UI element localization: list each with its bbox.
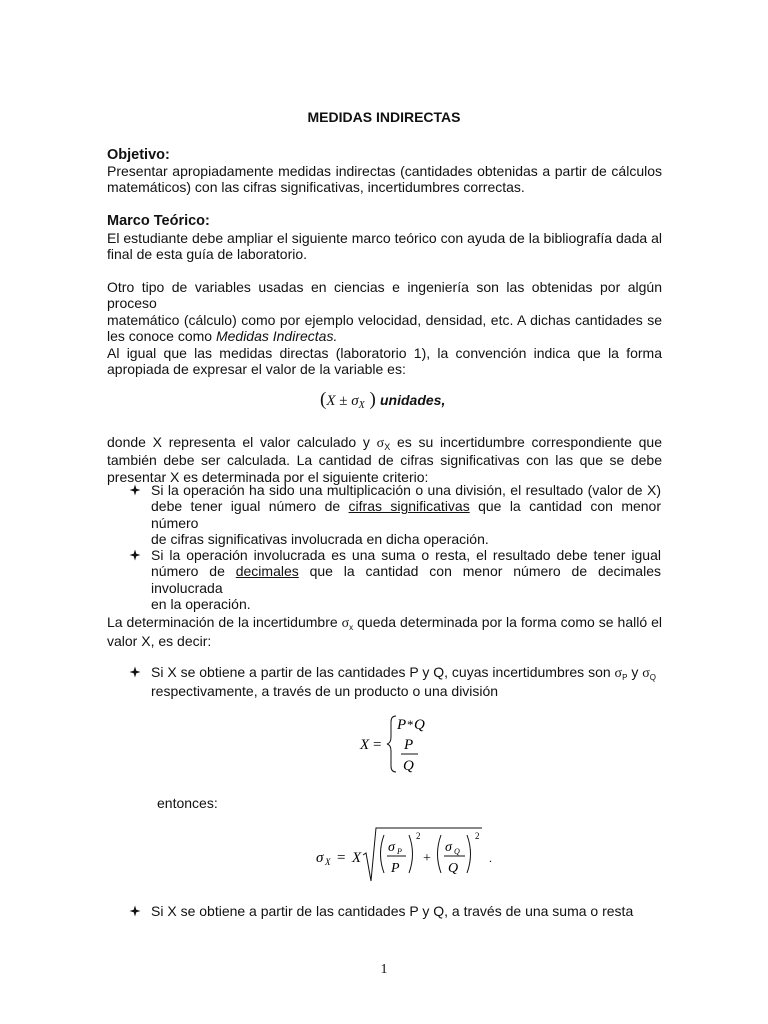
text-fragment: debe tener igual número de [151,498,349,515]
diamond-bullet-icon [129,484,141,496]
uncertainty-product-formula [314,825,498,887]
text-fragment: queda determinada por la forma como se halló el [353,614,662,630]
text-line: Presentar apropiadamente medidas indirectas (cantidades obtenidas a partir de cálculos [107,163,662,179]
svg-text:σ: σ [445,840,452,855]
units-label: unidades, [380,392,446,408]
marco-paragraph-3 [107,345,662,378]
text-line: donde X representa el valor calculado y $\sigma_X$ es su incertidumbre correspondiente que [107,434,662,452]
svg-text:P: P [397,847,402,856]
determination-paragraph [107,614,662,650]
diamond-bullet-icon [129,905,141,917]
text-fragment: que la cantidad con menor número de decimales involucrada [151,563,661,596]
case-product-division [151,664,663,700]
underlined-term: decimales [235,563,299,580]
svg-text:X: X [352,850,362,866]
text-line: final de esta guía de laboratorio. [107,246,308,263]
underlined-term: cifras significativas [348,498,470,515]
svg-text:σ: σ [388,840,395,855]
svg-text:Q: Q [403,758,414,774]
text-fragment: que la cantidad con menor número [151,498,662,531]
document-page [106,0,662,1024]
text-line: de cifras significativas involucrada en dicha operación. [151,531,489,548]
x-definition-formula [356,712,436,776]
text-line [151,498,661,531]
svg-text:σ: σ [316,850,324,866]
text-line: respectivamente, a través de un producto o una división [151,683,499,700]
text-line: matemático (cálculo) como por ejemplo velocidad, densidad, etc. A dichas cantidades se [107,311,662,328]
svg-text:P: P [397,717,407,733]
svg-text:Q: Q [414,717,425,733]
text-line: Otro tipo de variables usadas en ciencias e ingeniería son las obtenidas por algún proceso [107,279,662,312]
svg-text:Q: Q [448,861,459,876]
marco-paragraph-2 [107,279,662,345]
marco-paragraph-4 [107,434,662,485]
svg-text:2: 2 [475,831,480,841]
marco-heading: Marco Teórico: [107,213,210,229]
text-line: valor X, es decir: [107,633,212,650]
text-line: matemáticos) con las cifras significativas, incertidumbres correctas. [107,179,525,196]
marco-paragraph-1 [107,230,662,263]
text-line [107,328,662,344]
diamond-bullet-icon [129,549,141,561]
case-sum-subtraction: Si X se obtiene a partir de las cantidades P y Q, a través de una suma o resta [151,903,634,919]
text-line: en la operación. [151,596,251,613]
svg-text:P: P [391,861,400,876]
entonces-label: entonces: [157,795,218,811]
diamond-bullet-icon [129,666,141,678]
svg-text:=: = [337,850,346,866]
svg-text:=: = [373,737,382,753]
text-fragment: les conoce como [107,328,216,345]
svg-text:X: X [360,737,370,753]
text-fragment: y [627,664,643,680]
text-fragment: es su incertidumbre correspondiente que [390,434,662,450]
svg-text:P: P [404,737,414,753]
text-line: también debe ser calculada. La cantidad de cifras significativas con las que se debe [107,452,662,469]
text-line: apropiada de expresar el valor de la variable es: [107,361,406,378]
text-line: Si X se obtiene a partir de las cantidades P y Q, cuyas incertidumbres son $\sigma_P$ y $\sigma_Q$ [151,664,656,682]
text-line: La determinación de la incertidumbre $\sigma_x$ queda determinada por la forma como se halló el [107,614,662,632]
text-fragment: La determinación de la incertidumbre [107,614,342,630]
criterion-item-2 [151,547,661,613]
svg-text:.: . [489,851,492,865]
italic-term: Medidas Indirectas. [215,328,338,345]
page-number: 1 [380,962,388,977]
text-line: Si la operación involucrada es una suma o resta, el resultado debe tener igual [151,547,661,563]
objetivo-heading: Objetivo: [107,147,170,163]
svg-text:X: X [325,857,331,867]
text-fragment: Si X se obtiene a partir de las cantidades P y Q, cuyas incertidumbres son [151,664,615,680]
text-line: Al igual que las medidas directas (laboratorio 1), la convención indica que la forma [107,345,662,361]
text-line: presentar X es determinada por el siguiente criterio: [107,468,429,485]
page-title: MEDIDAS INDIRECTAS [307,109,461,125]
value-expression-formula: ($X \pm \sigma_X$ ) unidades, [320,389,446,411]
svg-text:*: * [407,717,414,732]
svg-text:2: 2 [416,831,421,841]
text-line: El estudiante debe ampliar el siguiente marco teórico con ayuda de la bibliografía dada al [107,230,662,246]
text-line: Si la operación ha sido una multiplicación o una división, el resultado (valor de X) [151,482,661,498]
text-line [151,563,661,596]
svg-text:+: + [423,851,431,866]
text-fragment: número de [151,563,236,580]
criterion-item-1 [151,482,661,548]
objetivo-paragraph [107,163,662,196]
svg-text:Q: Q [454,847,460,856]
text-fragment: donde X representa el valor calculado y [107,434,377,450]
